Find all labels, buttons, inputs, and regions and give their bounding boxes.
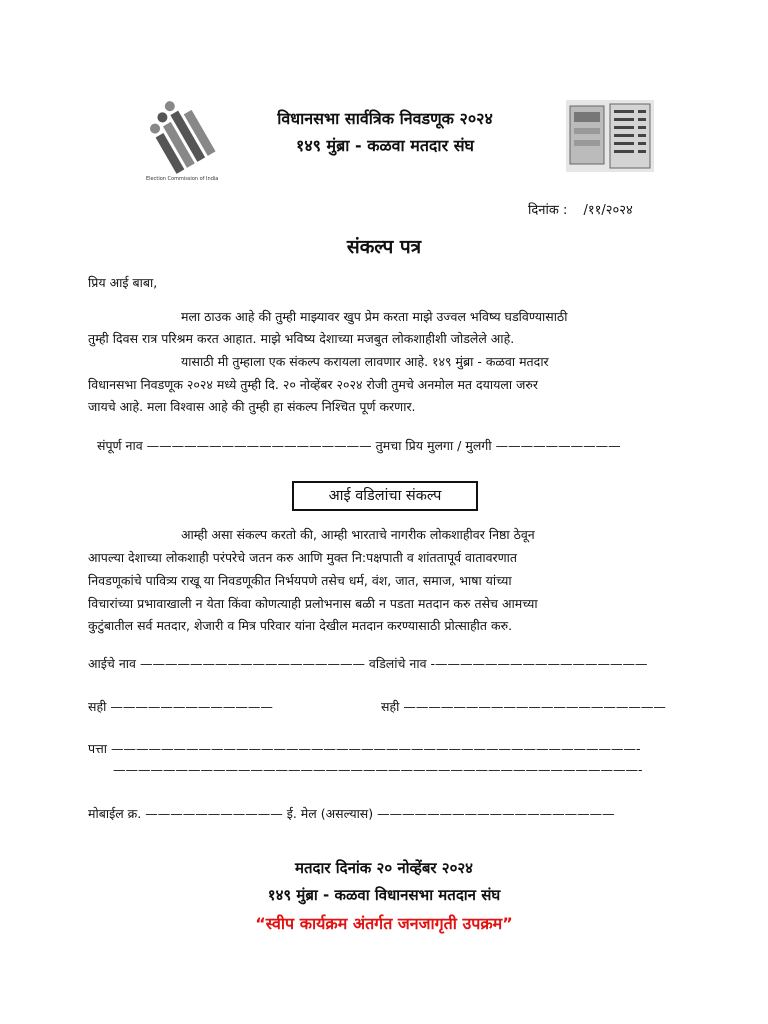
letter-p2-line3: जायचे आहे. मला विश्वास आहे की तुम्ही हा संकल्प निश्चित पूर्ण करणार. xyxy=(88,399,416,414)
footer-line1: मतदार दिनांक २० नोव्हेंबर २०२४ xyxy=(295,859,473,877)
pledge-heading: आई वडिलांचा संकल्प xyxy=(292,481,478,511)
date-value: /११/२०२४ xyxy=(583,203,633,218)
signature-field-1[interactable]: ————————————— xyxy=(110,699,273,714)
parent-names-row xyxy=(88,655,678,672)
signature-field-2[interactable]: ————————————————————— xyxy=(403,699,666,714)
signature-label-1: सही xyxy=(88,699,107,714)
signature-row-2 xyxy=(381,698,681,715)
footer-line2: १४९ मुंब्रा - कळवा विधानसभा मतदान संघ xyxy=(267,886,501,904)
pledge-line1: आम्ही असा संकल्प करतो की, आम्ही भारताचे नागरीक लोकशाहीवर निष्ठा ठेवून xyxy=(181,527,535,542)
mobile-label: मोबाईल क्र. xyxy=(88,806,142,821)
address-label: पत्ता xyxy=(88,741,107,756)
salutation: प्रिय आई बाबा, xyxy=(88,275,158,290)
pledge-line2: आपल्या देशाच्या लोकशाही परंपरेचे जतन करु आणि मुक्त नि:पक्षपाती व शांततापूर्व वातावरणात xyxy=(88,550,518,565)
child-name-label: संपूर्ण नाव xyxy=(97,438,143,453)
signature-label-2: सही xyxy=(381,699,400,714)
pledge-line4: विचारांच्या प्रभावाखाली न येता किंवा कोणत्याही प्रलोभनास बळी न पडता मतदान करु तसेच आमच्या xyxy=(88,596,538,611)
father-name-label: वडिलांचे नाव xyxy=(368,656,427,671)
logo-text: Election Commission of India xyxy=(146,176,219,182)
signature-row-1 xyxy=(88,698,328,715)
email-label: ई. मेल (असल्यास) xyxy=(286,806,374,821)
address-field-1[interactable]: ——————————————————————————————————————————- xyxy=(110,741,641,756)
child-name-line xyxy=(97,437,677,454)
contact-row xyxy=(88,805,678,822)
letter-p2-line1: यासाठी मी तुम्हाला एक संकल्प करायला लावणार आहे. १४९ मुंब्रा - कळवा मतदार xyxy=(181,354,549,369)
child-relation-label: तुमचा प्रिय मुलगा / मुलगी xyxy=(375,438,492,453)
child-name-field[interactable]: —————————————————— xyxy=(146,438,372,453)
date-line xyxy=(528,200,633,218)
letter-p2-line2: विधानसभा निवडणूक २०२४ मध्ये तुम्ही दि. २० नोव्हेंबर २०२४ रोजी तुमचे अनमोल मत दयायला जरुर xyxy=(88,377,538,392)
email-field[interactable]: ——————————————————— xyxy=(377,806,615,821)
date-label: दिनांक : xyxy=(528,203,568,218)
letter-p1-line2: तुम्ही दिवस रात्र परिश्रम करत आहात. माझे भविष्य देशाच्या मजबुत लोकशाहीशी जोडलेले आहे. xyxy=(88,331,515,346)
header-title-line1: विधानसभा सार्वत्रिक निवडणूक २०२४ xyxy=(277,109,493,128)
header-title-line2: १४९ मुंब्रा - कळवा मतदार संघ xyxy=(296,136,474,155)
address-row xyxy=(88,740,683,757)
father-name-field[interactable]: -————————————————— xyxy=(430,656,648,671)
mother-name-field[interactable]: —————————————————— xyxy=(139,656,365,671)
letter-p1-line1: मला ठाउक आहे की तुम्ही माझ्यावर खुप प्रेम करता माझे उज्वल भविष्य घडविण्यासाठी xyxy=(181,309,568,324)
pledge-line5: कुटुंबातील सर्व मतदार, शेजारी व मित्र परिवार यांना देखील मतदान करण्यासाठी प्रोत्साहीत करु. xyxy=(88,618,513,633)
address-field-2[interactable]: ——————————————————————————————————————————- xyxy=(113,762,643,777)
mobile-field[interactable]: ——————————— xyxy=(145,806,287,821)
child-relation-field[interactable]: —————————— xyxy=(495,438,621,453)
document-title: संकल्प पत्र xyxy=(346,236,422,258)
footer-line3: “स्वीप कार्यक्रम अंतर्गत जनजागृती उपक्रम” xyxy=(255,914,513,933)
evm-machine-icon xyxy=(566,100,654,172)
mother-name-label: आईचे नाव xyxy=(88,656,136,671)
pledge-line3: निवडणूकांचे पावित्र्य राखू या निवडणूकीत निर्भयपणे तसेच धर्म, वंश, जात, समाज, भाषा यांच्या xyxy=(88,573,512,588)
